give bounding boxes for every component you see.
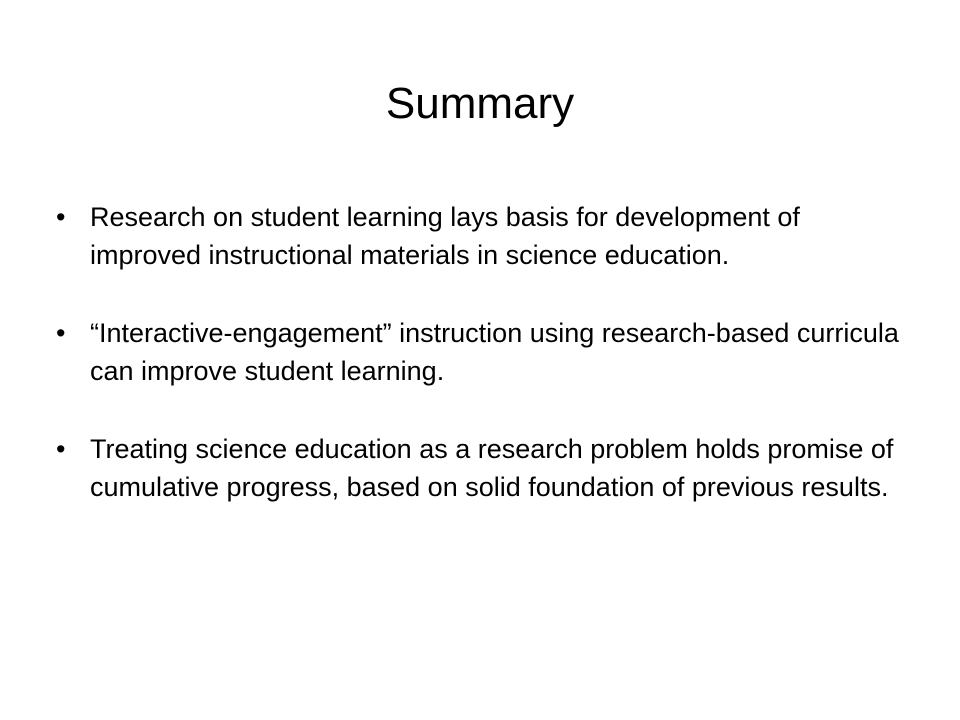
bullet-text: “Interactive-engagement” instruction using research-based curricula can improve student learning. (90, 318, 899, 386)
slide-title: Summary (385, 79, 575, 128)
bullet-list (56, 198, 906, 546)
bullet-text: Treating science education as a research problem holds promise of cumulative progress, based on solid foundation of previous results. (90, 434, 894, 502)
bullet-item (56, 198, 906, 274)
bullet-dot-icon: • (56, 318, 66, 348)
bullet-text: Research on student learning lays basis for development of improved instructional materials in science education. (90, 202, 800, 270)
bullet-dot-icon: • (56, 434, 66, 464)
bullet-item (56, 314, 906, 390)
bullet-item (56, 430, 906, 506)
bullet-dot-icon: • (56, 202, 66, 232)
